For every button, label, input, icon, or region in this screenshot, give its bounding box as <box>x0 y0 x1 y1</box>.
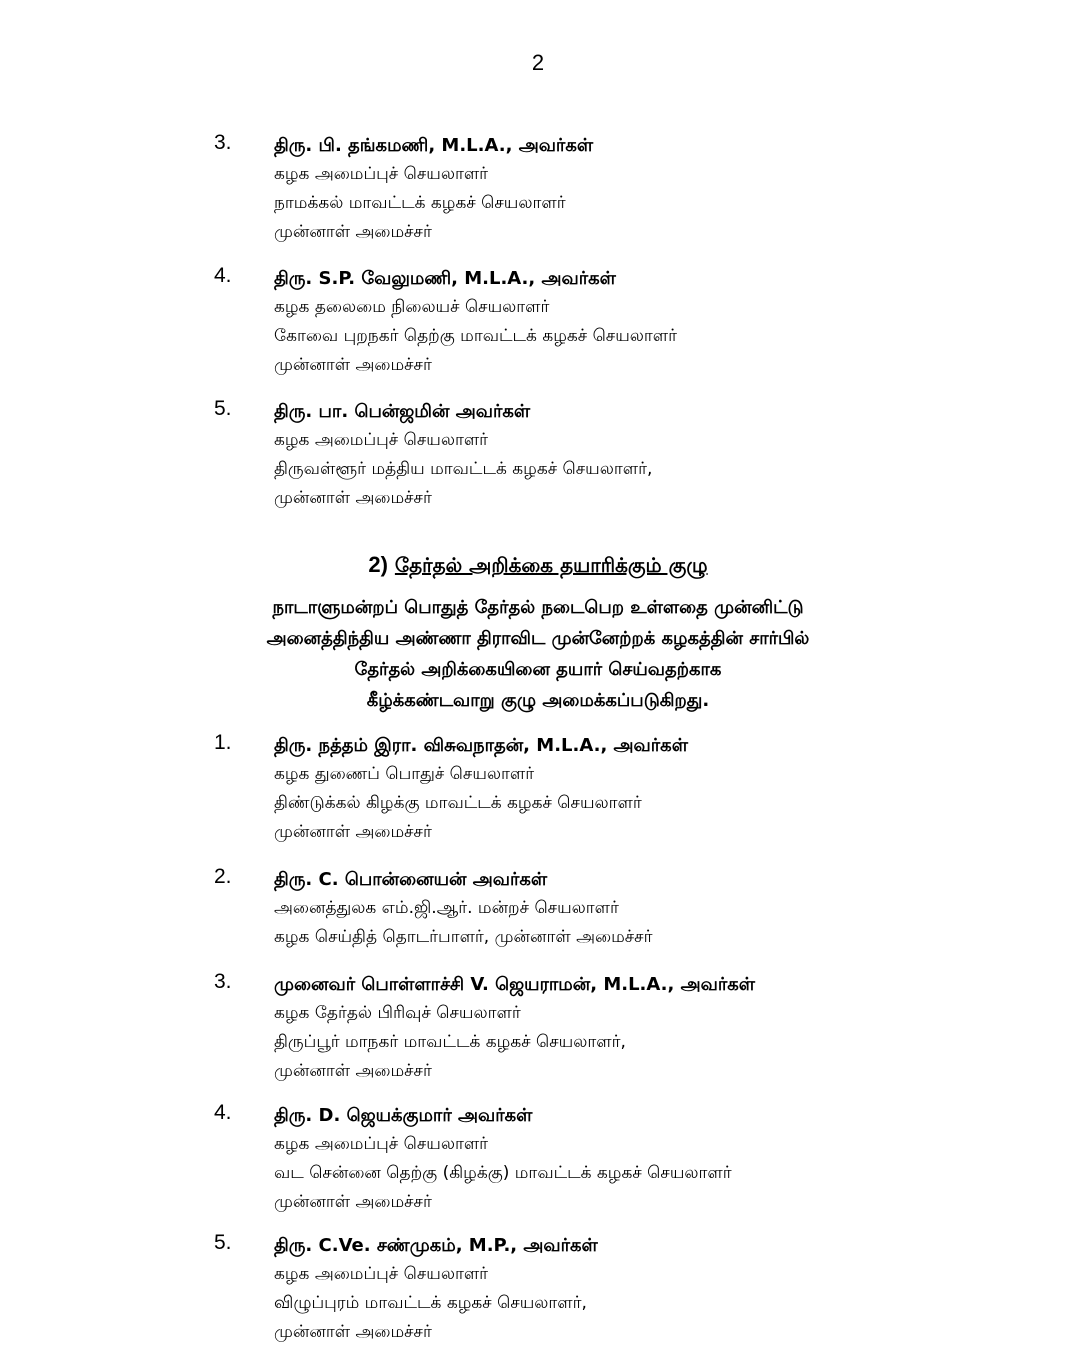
member-number: 2. <box>214 865 232 888</box>
section-intro <box>0 592 1076 716</box>
member-name: திரு. பி. தங்கமணி, M.L.A., அவர்கள் <box>274 135 594 156</box>
member-name: திரு. S.P. வேலுமணி, M.L.A., அவர்கள் <box>274 268 616 289</box>
member-name: திரு. C. பொன்னையன் அவர்கள் <box>274 869 548 890</box>
member-role: முன்னாள் அமைச்சர் <box>274 822 432 842</box>
member-role: அனைத்துலக எம்.ஜி.ஆர். மன்றச் செயலாளர் <box>274 898 619 918</box>
intro-line: கீழ்க்கண்டவாறு குழு அமைக்கப்படுகிறது. <box>366 690 710 711</box>
member-number: 5. <box>214 1231 232 1254</box>
member-number: 5. <box>214 397 232 420</box>
member-role: முன்னாள் அமைச்சர் <box>274 1322 432 1342</box>
intro-line: தேர்தல் அறிக்கையினை தயார் செய்வதற்காக <box>354 659 722 680</box>
member-role: முன்னாள் அமைச்சர் <box>274 1192 432 1212</box>
member-role: விழுப்புரம் மாவட்டக் கழகச் செயலாளர், <box>274 1293 587 1313</box>
member-name: திரு. பா. பென்ஜமின் அவர்கள் <box>274 401 531 422</box>
member-role: கழக தேர்தல் பிரிவுச் செயலாளர் <box>274 1003 521 1023</box>
member-role: திருவள்ளூர் மத்திய மாவட்டக் கழகச் செயலாளர், <box>274 459 653 479</box>
member-role: முன்னாள் அமைச்சர் <box>274 222 432 242</box>
member-number: 4. <box>214 1101 232 1124</box>
intro-line: நாடாளுமன்றப் பொதுத் தேர்தல் நடைபெற உள்ளதை முன்னிட்டு <box>272 597 804 618</box>
section-number: 2) <box>368 552 388 577</box>
member-role: கழக அமைப்புச் செயலாளர் <box>274 430 489 450</box>
member-number: 1. <box>214 731 232 754</box>
member-name: முனைவர் பொள்ளாச்சி V. ஜெயராமன், M.L.A., அவர்கள் <box>274 974 755 995</box>
page-number: 2 <box>531 50 545 75</box>
member-role: கழக தலைமை நிலையச் செயலாளர் <box>274 297 550 317</box>
section-title: தேர்தல் அறிக்கை தயாரிக்கும் குழு <box>394 553 708 577</box>
member-role: கழக அமைப்புச் செயலாளர் <box>274 1134 489 1154</box>
section-heading <box>0 550 1076 580</box>
member-number: 4. <box>214 264 232 287</box>
member-role: முன்னாள் அமைச்சர் <box>274 1061 432 1081</box>
member-role: வட சென்னை தெற்கு (கிழக்கு) மாவட்டக் கழகச் செயலாளர் <box>274 1163 732 1183</box>
member-role: திருப்பூர் மாநகர் மாவட்டக் கழகச் செயலாளர், <box>274 1032 626 1052</box>
member-role: கழக செய்தித் தொடர்பாளர், முன்னாள் அமைச்சர் <box>274 927 653 947</box>
member-role: கழக துணைப் பொதுச் செயலாளர் <box>274 764 535 784</box>
member-role: முன்னாள் அமைச்சர் <box>274 355 432 375</box>
member-role: திண்டுக்கல் கிழக்கு மாவட்டக் கழகச் செயலாளர் <box>274 793 642 813</box>
member-number: 3. <box>214 970 232 993</box>
member-role: நாமக்கல் மாவட்டக் கழகச் செயலாளர் <box>274 193 566 213</box>
member-number: 3. <box>214 131 232 154</box>
member-name: திரு. D. ஜெயக்குமார் அவர்கள் <box>274 1105 533 1126</box>
member-role: கோவை புறநகர் தெற்கு மாவட்டக் கழகச் செயலாளர் <box>274 326 678 346</box>
member-name: திரு. நத்தம் இரா. விசுவநாதன், M.L.A., அவர்கள் <box>274 735 688 756</box>
member-role: கழக அமைப்புச் செயலாளர் <box>274 164 489 184</box>
intro-line: அனைத்திந்திய அண்ணா திராவிட முன்னேற்றக் கழகத்தின் சார்பில் <box>266 628 810 649</box>
member-name: திரு. C.Ve. சண்முகம், M.P., அவர்கள் <box>274 1235 598 1256</box>
member-role: முன்னாள் அமைச்சர் <box>274 488 432 508</box>
member-role: கழக அமைப்புச் செயலாளர் <box>274 1264 489 1284</box>
